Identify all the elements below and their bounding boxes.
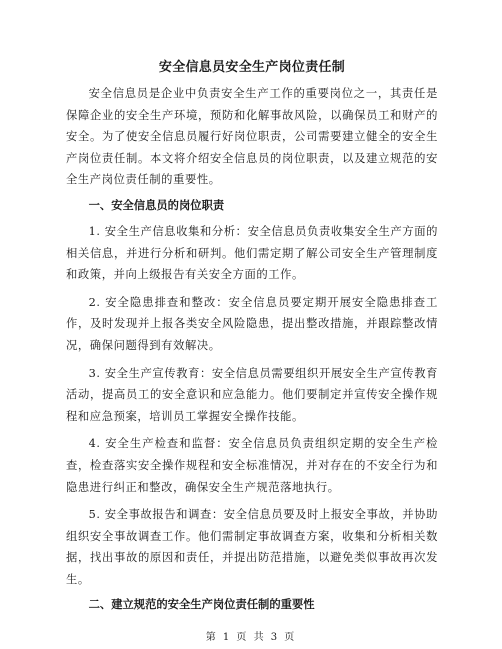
duty-item-1: 1. 安全生产信息收集和分析：安全信息员负责收集安全生产方面的相关信息，并进行分析和研判。他们需定期了解公司安全生产管理制度和政策，并向上级报告有关安全方面的工作。 <box>66 224 438 282</box>
intro-paragraph: 安全信息员是企业中负责安全生产工作的重要岗位之一，其责任是保障企业的安全生产环境，预防和化解事故风险，以确保员工和财产的安全。为了使安全信息员履行好岗位职责，公司需要建立健全的安全生产岗位责任制。本文将介绍安全信息员的岗位职责，以及建立规范的安全生产岗位责任制的重要性。 <box>66 87 438 187</box>
duty-item-2: 2. 安全隐患排查和整改：安全信息员要定期开展安全隐患排查工作，及时发现并上报各类安全风险隐患，提出整改措施，并跟踪整改情况，确保问题得到有效解决。 <box>66 295 438 352</box>
duty-item-4: 4. 安全生产检查和监督：安全信息员负责组织定期的安全生产检查，检查落实安全操作规程和安全标准情况，并对存在的不安全行为和隐患进行纠正和整改，确保安全生产规范落地执行。 <box>66 437 438 494</box>
page-number-footer: 第 1 页 共 3 页 <box>205 632 297 643</box>
document-title: 安全信息员安全生产岗位责任制 <box>158 60 346 75</box>
duty-item-5: 5. 安全事故报告和调查：安全信息员要及时上报安全事故，并协助组织安全事故调查工作。他们需制定事故调查方案，收集和分析相关数据，找出事故的原因和责任，并提出防范措施，以避免类似事故再次发生。 <box>66 508 438 586</box>
section-heading-duties: 一、安全信息员的岗位职责 <box>88 198 225 212</box>
document-body <box>66 59 438 620</box>
duty-item-3: 3. 安全生产宣传教育：安全信息员需要组织开展安全生产宣传教育活动，提高员工的安全意识和应急能力。他们要制定并宣传安全操作规程和应急预案，培训员工掌握安全操作技能。 <box>66 366 438 423</box>
section-heading-importance: 二、建立规范的安全生产岗位责任制的重要性 <box>88 598 315 612</box>
